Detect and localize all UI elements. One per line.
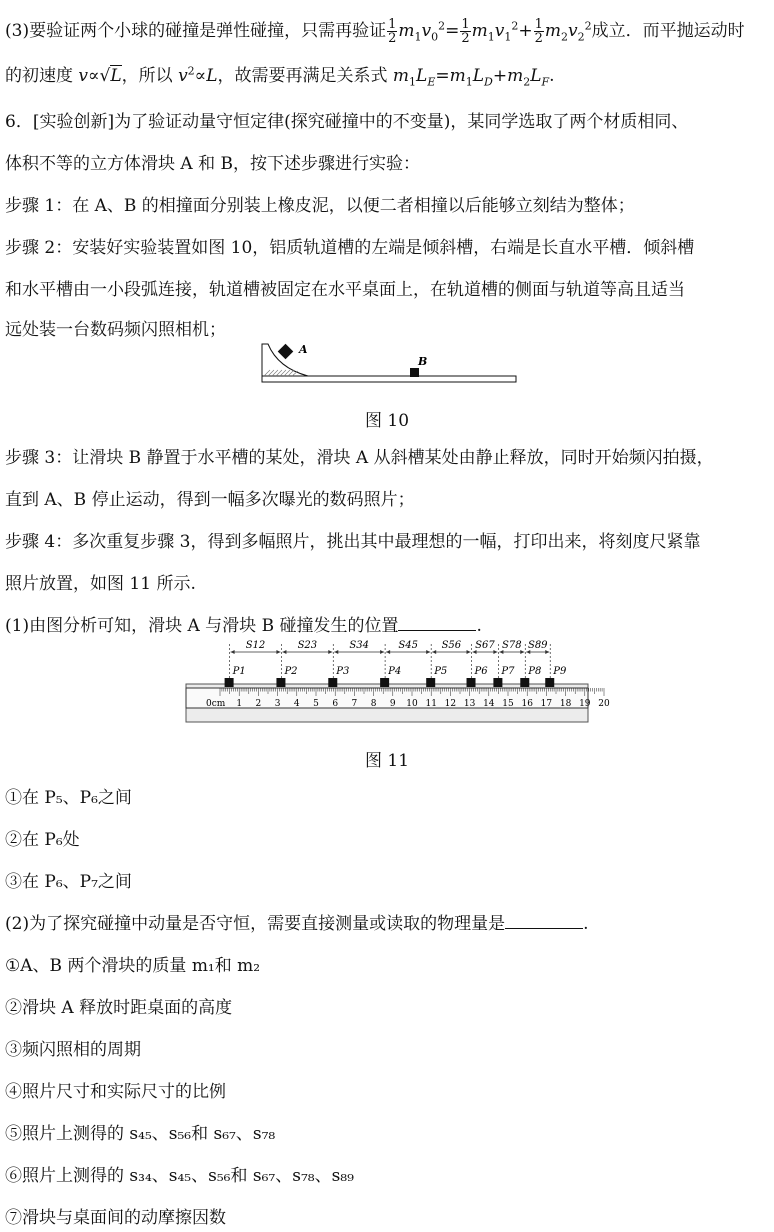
figure-11 [184,634,610,730]
fig11-ruler-label: 16 [521,699,533,709]
fig11-ruler-label: 9 [389,699,396,709]
eq-term-1: m [398,21,415,41]
opt2-4[interactable]: ④照片尺寸和实际尺寸的比例 [5,1082,226,1102]
q6-step2-a: 步骤 2：安装好实验装置如图 10，铝质轨道槽的左端是倾斜槽，右端是长直水平槽．倾斜槽 [5,238,695,258]
fig11-ruler-label: 1 [236,699,243,709]
fig11-point-label: P7 [501,666,515,677]
fig11-block [467,678,476,687]
fig11-span-label: S12 [245,640,266,651]
fig11-block [225,678,234,687]
answer-blank-2[interactable] [505,912,583,929]
p3-cont-b: 所以 [138,66,179,86]
fig11-arrowhead [380,650,384,654]
opt2-3[interactable]: ③频闪照相的周期 [5,1040,141,1060]
q6-step1: 步骤 1：在 A、B 的相撞面分别装上橡皮泥，以便二者相撞以后能够立刻结为整体； [5,196,635,216]
fraction-half-2: $\frac{1}{2}$ [461,17,470,46]
fig11-block [545,678,554,687]
fig10-track-base [262,376,516,382]
q6-step3-a: 步骤 3：让滑块 B 静置于水平槽的某处，滑块 A 从斜槽某处由静止释放，同时开始频闪拍摄， [5,448,714,468]
fig11-span-label: S45 [398,640,418,651]
q6-step4-b: 照片放置，如图 11 所示. [5,574,196,594]
fig11-block [276,678,285,687]
p3-line1: (3)要验证两个小球的碰撞是弹性碰撞，只需再验证 $\frac{1}{2}$ $m_1v_0^2=$ $\frac{1}{2}$ $m_1v_1^2+$ $\frac{1}{2}$ $m_2v_2^2$成立．而平抛运动时 [5,17,745,46]
opt1-1[interactable]: ①在 P₅、P₆之间 [5,788,132,808]
fig11-ruler-label: 8 [370,699,377,709]
fig11-ruler-label: 19 [579,699,591,709]
fig11-point-label: P3 [336,666,350,677]
p3-prefix: (3)要验证两个小球的碰撞是弹性碰撞，只需再验证 [5,21,387,41]
fig11-span-label: S89 [527,640,548,651]
fig10-block-b [410,368,419,377]
fig10-label-a: A [299,343,308,356]
fig11-arrowhead [276,650,280,654]
fig11-arrowhead [386,650,390,654]
q6-intro-2: 体积不等的立方体滑块 A 和 B，按下述步骤进行实验： [5,154,420,174]
q6-sub2: (2)为了探究碰撞中动量是否守恒，需要直接测量或读取的物理量是 . [5,914,589,934]
fraction-half-1: $\frac{1}{2}$ [388,17,397,46]
q6-sub2-text: (2)为了探究碰撞中动量是否守恒，需要直接测量或读取的物理量是 [5,914,506,934]
fig11-span-label: S23 [297,640,318,651]
opt2-7[interactable]: ⑦滑块与桌面间的动摩擦因数 [5,1208,226,1228]
opt2-5[interactable]: ⑤照片上测得的 s₄₅、s₅₆和 s₆₇、s₇₈ [5,1124,276,1144]
q6-step2-c: 远处装一台数码频闪照相机； [5,320,226,340]
fig11-ruler-label: 13 [463,699,476,709]
fig11-ruler-label: 4 [293,699,300,709]
fig11-point-label: P4 [388,666,402,677]
fig11-point-label: P5 [434,666,448,677]
fig11-block [520,678,529,687]
opt2-2[interactable]: ②滑块 A 释放时距桌面的高度 [5,998,233,1018]
fig11-arrowhead [426,650,430,654]
fig11-span-label: S78 [502,640,522,651]
figure-10 [258,338,520,388]
p3-relation: m [392,66,410,86]
fig11-point-label: P8 [528,666,542,677]
fig11-span-label: S34 [349,640,369,651]
fig11-point-label: P6 [474,666,488,677]
fig11-arrowhead [467,650,471,654]
fig11-arrowhead [231,650,235,654]
fig10-label-b: B [418,355,428,368]
opt1-3[interactable]: ③在 P₆、P₇之间 [5,872,132,892]
fig11-point-label: P2 [284,666,298,677]
fig11-ruler-label: 20 [598,699,610,709]
fig11-ruler-label: 0cm [206,699,226,709]
fig11-ruler-label: 14 [483,699,495,709]
q6-sub1: (1)由图分析可知，滑块 A 与滑块 B 碰撞发生的位置 . [5,616,482,636]
fig11-ruler-label: 15 [502,699,514,709]
q6-sub1-text: (1)由图分析可知，滑块 A 与滑块 B 碰撞发生的位置 [5,616,399,636]
q6-step2-b: 和水平槽由一小段弧连接，轨道槽被固定在水平桌面上，在轨道槽的侧面与轨道等高且适当 [5,280,685,300]
opt1-2[interactable]: ②在 P₆处 [5,830,80,850]
fig11-arrowhead [282,650,286,654]
fig11-arrowhead [334,650,338,654]
fig11-ruler-label: 5 [313,699,319,709]
fig11-ruler-label: 12 [444,699,457,709]
fig11-ruler-label: 10 [406,699,418,709]
p3-cont-c: 故需要再满足关系式 [234,66,393,86]
opt2-6[interactable]: ⑥照片上测得的 s₃₄、s₄₅、s₅₆和 s₆₇、s₇₈、s₈₉ [5,1166,354,1186]
fig11-point-label: P1 [232,666,246,677]
fig11-span-label: S56 [441,640,462,651]
fig11-caption: 图 11 [364,751,410,771]
p3-line2: 的初速度 v∝√L，所以 $v^2\propto L$，故需要再满足关系式 $m_1L_E=m_1L_D+m_2L_F$. [5,64,555,89]
fig11-block [328,678,337,687]
fig11-ruler-label: 3 [274,699,281,709]
p3-cont-a: 的初速度 [5,66,79,86]
fig11-block [426,678,435,687]
fig11-ruler-label: 6 [332,699,339,709]
fig11-arrowhead [328,650,332,654]
fig11-ruler-label: 2 [255,699,262,709]
fraction-half-3: $\frac{1}{2}$ [534,17,543,46]
p3-suffix: 成立．而平抛运动时 [591,21,745,41]
fig11-block [380,678,389,687]
opt2-1[interactable]: ①A、B 两个滑块的质量 m₁和 m₂ [5,956,261,976]
fig11-ruler-label: 7 [351,699,358,709]
fig11-arrowhead [432,650,436,654]
q6-step4-a: 步骤 4：多次重复步骤 3，得到多幅照片，挑出其中最理想的一幅，打印出来，将刻度尺紧靠 [5,532,701,552]
fig10-block-a [278,344,294,360]
answer-blank-1[interactable] [398,614,476,631]
fig11-ruler-label: 18 [559,699,572,709]
q6-intro-1: 6．[实验创新]为了验证动量守恒定律(探究碰撞中的不变量)，某同学选取了两个材质相同、 [5,112,689,132]
fig11-point-label: P9 [553,666,567,677]
fig11-ruler-label: 17 [540,699,553,709]
q6-step3-b: 直到 A、B 停止运动，得到一幅多次曝光的数码照片； [5,490,415,510]
fig11-ruler-label: 11 [425,699,437,709]
fig11-block [493,678,502,687]
fig11-span-label: S67 [475,640,495,651]
fig10-caption: 图 10 [364,411,410,431]
